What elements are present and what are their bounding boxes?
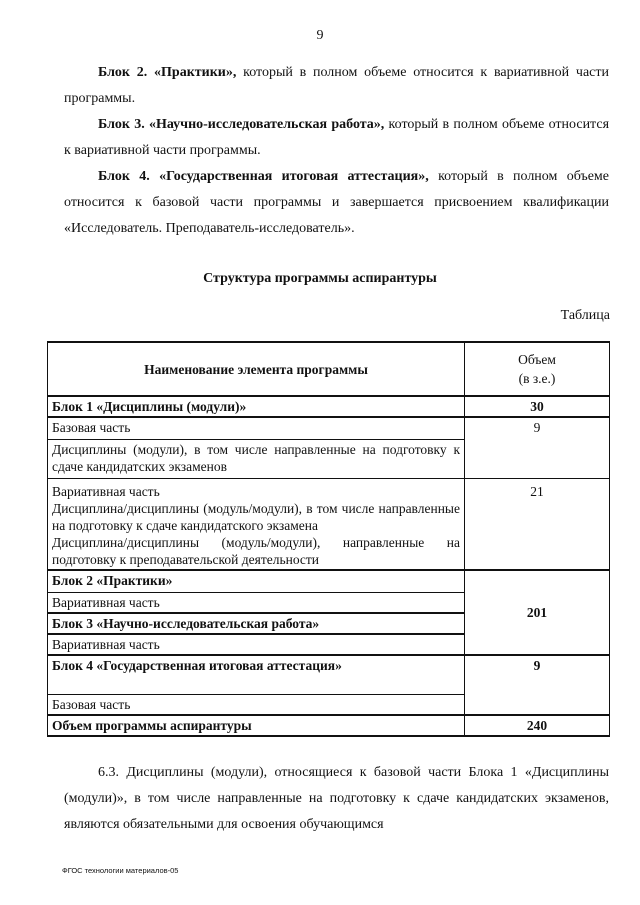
base-part-desc: Дисциплины (модули), в том числе направленные на подготовку к сдаче кандидатских экзаменов <box>48 440 465 479</box>
block4-base: Базовая часть <box>48 695 465 716</box>
table-row <box>48 715 610 736</box>
variative-part-cell <box>48 479 465 571</box>
paragraph-lead: Блок 3. «Научно-исследовательская работа», <box>98 117 385 132</box>
block4-value: 9 <box>465 655 610 695</box>
total-value: 240 <box>465 715 610 736</box>
header-volume-unit: (в з.е.) <box>518 371 556 386</box>
section-heading: Структура программы аспирантуры <box>203 271 437 286</box>
paragraph-block-3 <box>64 112 609 164</box>
table-row <box>48 570 610 593</box>
table-row <box>48 655 610 695</box>
paragraph-block-2 <box>64 60 609 112</box>
closing-paragraph <box>64 760 609 838</box>
paragraph-text: который в полном объеме относится к вариативной части программы. <box>64 65 609 106</box>
paragraph-text: который в полном объеме относится к вариативной части программы. <box>64 117 610 158</box>
block4-name: Блок 4 «Государственная итоговая аттестация» <box>48 655 465 695</box>
program-structure-table <box>47 341 610 737</box>
table-row <box>48 479 610 571</box>
table-caption: Таблица <box>560 308 610 323</box>
table-row <box>48 695 610 716</box>
base-part-value: 9 <box>465 417 610 479</box>
base-part-label: Базовая часть <box>48 417 465 440</box>
page-number: 9 <box>316 28 324 43</box>
variative-part-label: Вариативная часть <box>52 484 160 499</box>
paragraph-lead: Блок 4. «Государственная итоговая аттестация», <box>98 169 429 184</box>
blocks-2-3-value: 201 <box>465 570 610 655</box>
paragraph-block-4 <box>64 164 609 242</box>
header-name-cell: Наименование элемента программы <box>48 342 465 396</box>
total-name: Объем программы аспирантуры <box>48 715 465 736</box>
table-row <box>48 417 610 440</box>
table-row <box>48 396 610 417</box>
block2-variative: Вариативная часть <box>48 593 465 614</box>
header-volume-label: Объем <box>518 352 556 367</box>
variative-part-desc-1: Дисциплина/дисциплины (модуль/модули), в том числе направленные на подготовку к сдаче кандидатского экзамена <box>52 501 460 533</box>
header-volume-cell <box>465 342 610 396</box>
block1-value: 30 <box>465 396 610 417</box>
table-header-row <box>48 342 610 396</box>
block3-variative: Вариативная часть <box>48 634 465 655</box>
block2-name: Блок 2 «Практики» <box>48 570 465 593</box>
variative-part-desc-2: Дисциплина/дисциплины (модуль/модули), направленные на подготовку к преподавательской деятельности <box>52 535 460 567</box>
closing-paragraph-text: 6.3. Дисциплины (модули), относящиеся к базовой части Блока 1 «Дисциплины (модули)», в том числе направленные на подготовку к сдаче кандидатских экзаменов, являются обязательными для освоения обучающимся <box>64 765 609 832</box>
block1-name: Блок 1 «Дисциплины (модули)» <box>48 396 465 417</box>
block4-value-spacer <box>465 695 610 716</box>
page-footer: ФГОС технологии материалов-05 <box>62 866 179 875</box>
paragraph-lead: Блок 2. «Практики», <box>98 65 237 80</box>
variative-part-value: 21 <box>465 479 610 571</box>
paragraph-text: который в полном объеме относится к базовой части программы и завершается присвоением квалификации «Исследователь. Преподаватель-исследователь». <box>64 169 609 236</box>
block3-name: Блок 3 «Научно-исследовательская работа» <box>48 613 465 634</box>
